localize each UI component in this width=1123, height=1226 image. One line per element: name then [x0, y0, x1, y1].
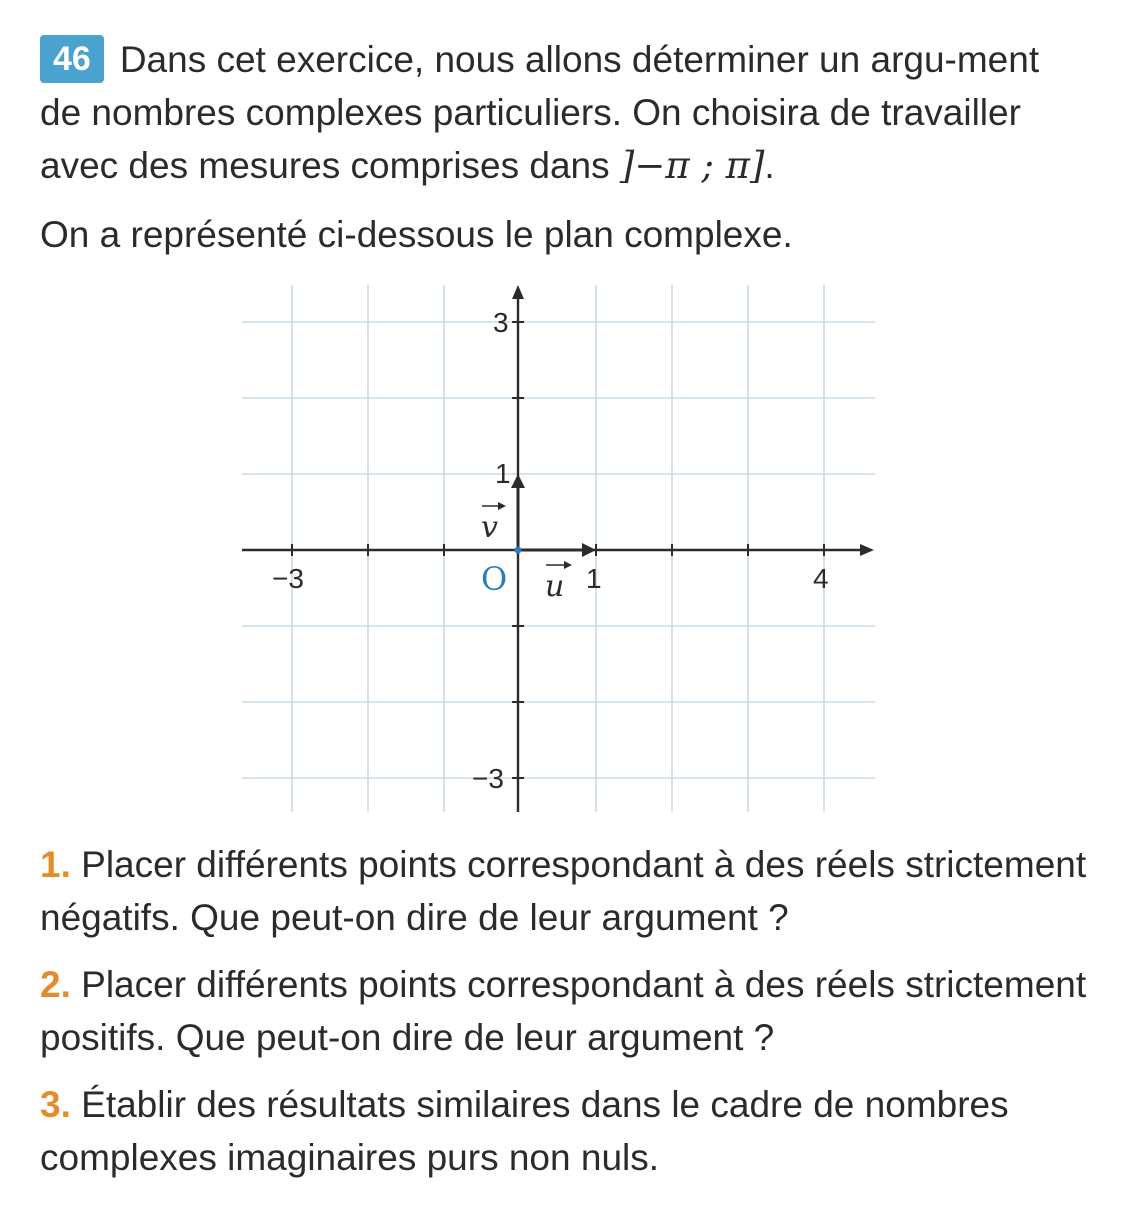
origin-label: O	[481, 560, 508, 598]
question-number: 3.	[40, 1084, 71, 1125]
vector-v-label	[481, 502, 506, 545]
plan-sentence: On a représenté ci-dessous le plan complexe.	[40, 214, 793, 255]
real-axis-arrow-icon	[860, 544, 874, 556]
question-text: Établir des résultats similaires dans le cadre de nombres complexes imaginaires purs non nuls.	[40, 1084, 1009, 1178]
x-tick-label: −3	[272, 563, 304, 594]
origin-point	[515, 547, 522, 554]
vector-v-arrow-icon	[511, 474, 525, 488]
vector-u	[518, 543, 596, 557]
exercise-number-badge: 46	[40, 35, 104, 83]
intro-text: Dans cet exercice, nous allons déterminer un argu-ment de nombres complexes particuliers. On choisira de travailler avec des mesures comprises dans	[40, 39, 1040, 186]
imaginary-axis-arrow-icon	[512, 285, 524, 299]
question-3	[40, 1078, 1090, 1184]
vector-u-label	[545, 561, 572, 604]
interval-expression: ]−π ; π]	[619, 144, 765, 187]
x-tick-label: 1	[586, 563, 602, 594]
vector-u-arrow-icon	[582, 543, 596, 557]
u-label: u	[545, 569, 565, 604]
question-text: Placer différents points correspondant à des réels strictement négatifs. Que peut-on dire de leur argument ?	[40, 844, 1087, 938]
intro-end: .	[764, 145, 775, 186]
y-tick-label: 1	[495, 458, 511, 489]
question-number: 2.	[40, 964, 71, 1005]
v-label: v	[481, 510, 498, 545]
question-text: Placer différents points correspondant à des réels strictement positifs. Que peut-on dire de leur argument ?	[40, 964, 1087, 1058]
vector-v	[511, 474, 525, 550]
u-overarrow-icon	[564, 561, 572, 569]
question-number: 1.	[40, 844, 71, 885]
v-overarrow-icon	[498, 502, 506, 510]
question-2	[40, 958, 1090, 1064]
y-tick-label: 3	[493, 307, 509, 338]
y-tick-label: −3	[472, 763, 504, 794]
question-1	[40, 838, 1090, 944]
x-tick-label: 4	[813, 563, 829, 594]
